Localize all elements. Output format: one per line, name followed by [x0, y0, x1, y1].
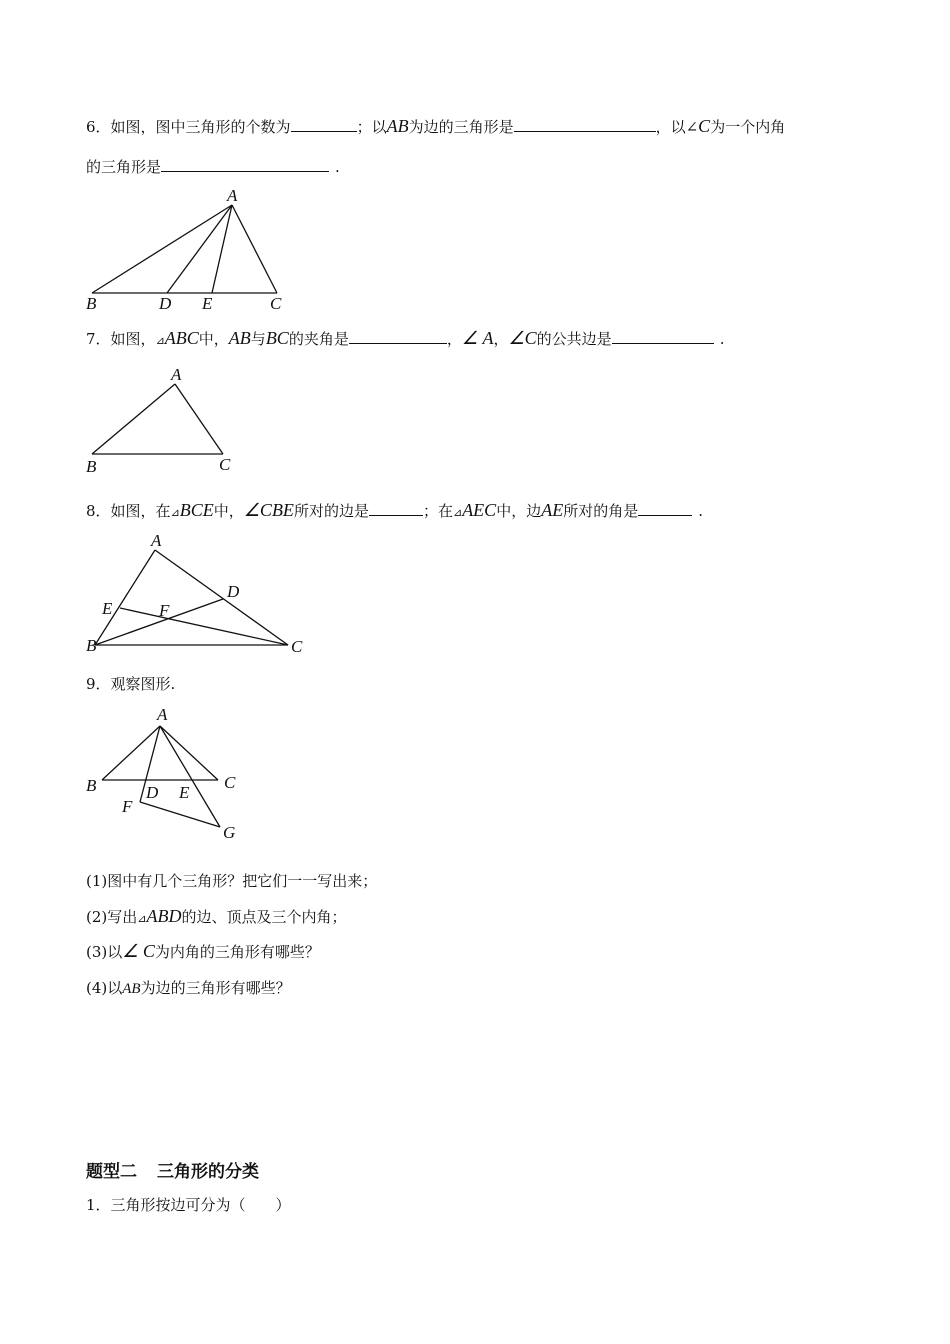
- segment-ab: [95, 550, 155, 645]
- triangle-symbol: ⊿: [155, 334, 165, 347]
- math-segment: AB: [122, 981, 141, 997]
- q9-part-4: [86, 977, 291, 1000]
- answer-blank[interactable]: [514, 117, 656, 132]
- q9-text: 观察图形.: [110, 675, 176, 693]
- label-c: C: [219, 455, 231, 474]
- math-segment: AB: [228, 328, 251, 348]
- q8-text: 所对的边是: [293, 502, 369, 520]
- label-c: C: [224, 773, 236, 792]
- answer-blank[interactable]: [291, 117, 357, 132]
- math-triangle: BCE: [179, 500, 214, 520]
- segment-ab: [92, 384, 175, 454]
- segment-ac: [175, 384, 223, 454]
- q9-part-text: (4)以: [86, 979, 123, 997]
- answer-blank[interactable]: [349, 329, 447, 344]
- q9-part-text: 的边、顶点及三个内角；: [181, 908, 347, 926]
- q9-part-text: (1)图中有几个三角形？把它们一一写出来；: [86, 872, 378, 890]
- label-g: G: [223, 823, 236, 842]
- label-a: A: [157, 705, 168, 724]
- q8-text: 所对的角是: [563, 502, 639, 520]
- label-a: A: [171, 365, 182, 384]
- q6-line2: [86, 156, 340, 178]
- math-angle: ∠ C: [122, 941, 155, 961]
- label-b: B: [86, 636, 97, 655]
- q7-text: 中，: [198, 330, 229, 348]
- label-a: A: [227, 186, 238, 205]
- label-f: F: [122, 797, 133, 816]
- math-angle: ∠C: [508, 328, 537, 348]
- triangle-symbol: ⊿: [170, 506, 180, 519]
- sec2-q1-text: 1．三角形按边可分为（ ）: [86, 1196, 291, 1214]
- label-e: E: [179, 783, 190, 802]
- label-b: B: [86, 294, 97, 313]
- segment-ab: [102, 726, 160, 780]
- q9-part-2: [86, 905, 346, 930]
- answer-blank[interactable]: [638, 501, 692, 516]
- label-c: C: [270, 294, 282, 313]
- label-f: F: [159, 601, 170, 620]
- q6-line1: [86, 115, 785, 138]
- label-e: E: [102, 599, 113, 618]
- q9-part-text: (2)写出: [86, 908, 138, 926]
- q9-part-3: [86, 940, 320, 963]
- math-triangle: ABD: [146, 906, 182, 926]
- figure-q9: [80, 703, 260, 843]
- label-a: A: [151, 531, 162, 550]
- question-number: 6．: [86, 118, 111, 136]
- label-b: B: [86, 457, 97, 476]
- math-segment: AB: [386, 116, 409, 136]
- q6-text: 的三角形是: [86, 158, 162, 176]
- triangle-symbol: ⊿: [452, 506, 463, 519]
- segment-ac: [160, 726, 218, 780]
- segment-ag: [160, 726, 220, 827]
- answer-blank[interactable]: [161, 157, 329, 172]
- figure-q7: [80, 362, 250, 477]
- label-d: D: [227, 582, 240, 601]
- answer-blank[interactable]: [369, 501, 423, 516]
- math-angle: ∠ A: [461, 328, 494, 348]
- q8-line: [86, 499, 703, 524]
- q7-text: ，: [493, 330, 509, 348]
- q7-text: 的夹角是: [288, 330, 349, 348]
- math-triangle: ABC: [164, 328, 199, 348]
- question-number: 7．: [86, 330, 111, 348]
- q6-text: 为一个内角: [710, 118, 786, 136]
- q9-part-text: (3)以: [86, 943, 123, 961]
- q7-text: 的公共边是: [536, 330, 612, 348]
- math-segment: BC: [265, 328, 289, 348]
- label-e: E: [202, 294, 213, 313]
- sec2-q1-line: [86, 1194, 291, 1216]
- q9-part-1: [86, 870, 377, 892]
- label-c: C: [291, 637, 303, 656]
- q8-text: 如图，在: [110, 502, 171, 520]
- q7-text: 如图，: [110, 330, 156, 348]
- label-d: D: [159, 294, 172, 313]
- segment-ac: [232, 205, 277, 293]
- q7-line: [86, 327, 724, 352]
- math-angle: C: [698, 116, 711, 136]
- math-angle: ∠CBE: [243, 500, 294, 520]
- question-number: 8．: [86, 502, 111, 520]
- segment-ab: [92, 205, 232, 293]
- q9-line: [86, 673, 175, 695]
- figure-q6: [80, 183, 310, 318]
- q7-text: 与: [250, 330, 266, 348]
- q8-text: 中，: [213, 502, 244, 520]
- figure-q8: [80, 530, 320, 660]
- q8-text: ；在: [422, 502, 453, 520]
- math-triangle: AEC: [462, 500, 497, 520]
- section-label: 题型二: [86, 1162, 137, 1182]
- q8-text: .: [698, 502, 703, 520]
- label-b: B: [86, 776, 97, 795]
- q6-text: .: [335, 158, 340, 176]
- math-segment: AE: [541, 500, 564, 520]
- q6-text: 如图，图中三角形的个数为: [110, 118, 291, 136]
- q9-part-text: 为内角的三角形有哪些？: [154, 943, 320, 961]
- answer-blank[interactable]: [612, 329, 714, 344]
- label-d: D: [146, 783, 159, 802]
- q6-text: 为边的三角形是: [408, 118, 514, 136]
- q6-text: ；以: [356, 118, 387, 136]
- q7-text: ，: [446, 330, 462, 348]
- q7-text: .: [719, 330, 725, 348]
- q9-part-text: 为边的三角形有哪些？: [140, 979, 291, 997]
- section-heading: [86, 1157, 259, 1182]
- section-title: 三角形的分类: [157, 1162, 259, 1182]
- question-number: 9．: [86, 675, 111, 693]
- q6-text: ，以∠: [655, 118, 699, 136]
- triangle-symbol: ⊿: [137, 912, 147, 925]
- q8-text: 中，边: [496, 502, 542, 520]
